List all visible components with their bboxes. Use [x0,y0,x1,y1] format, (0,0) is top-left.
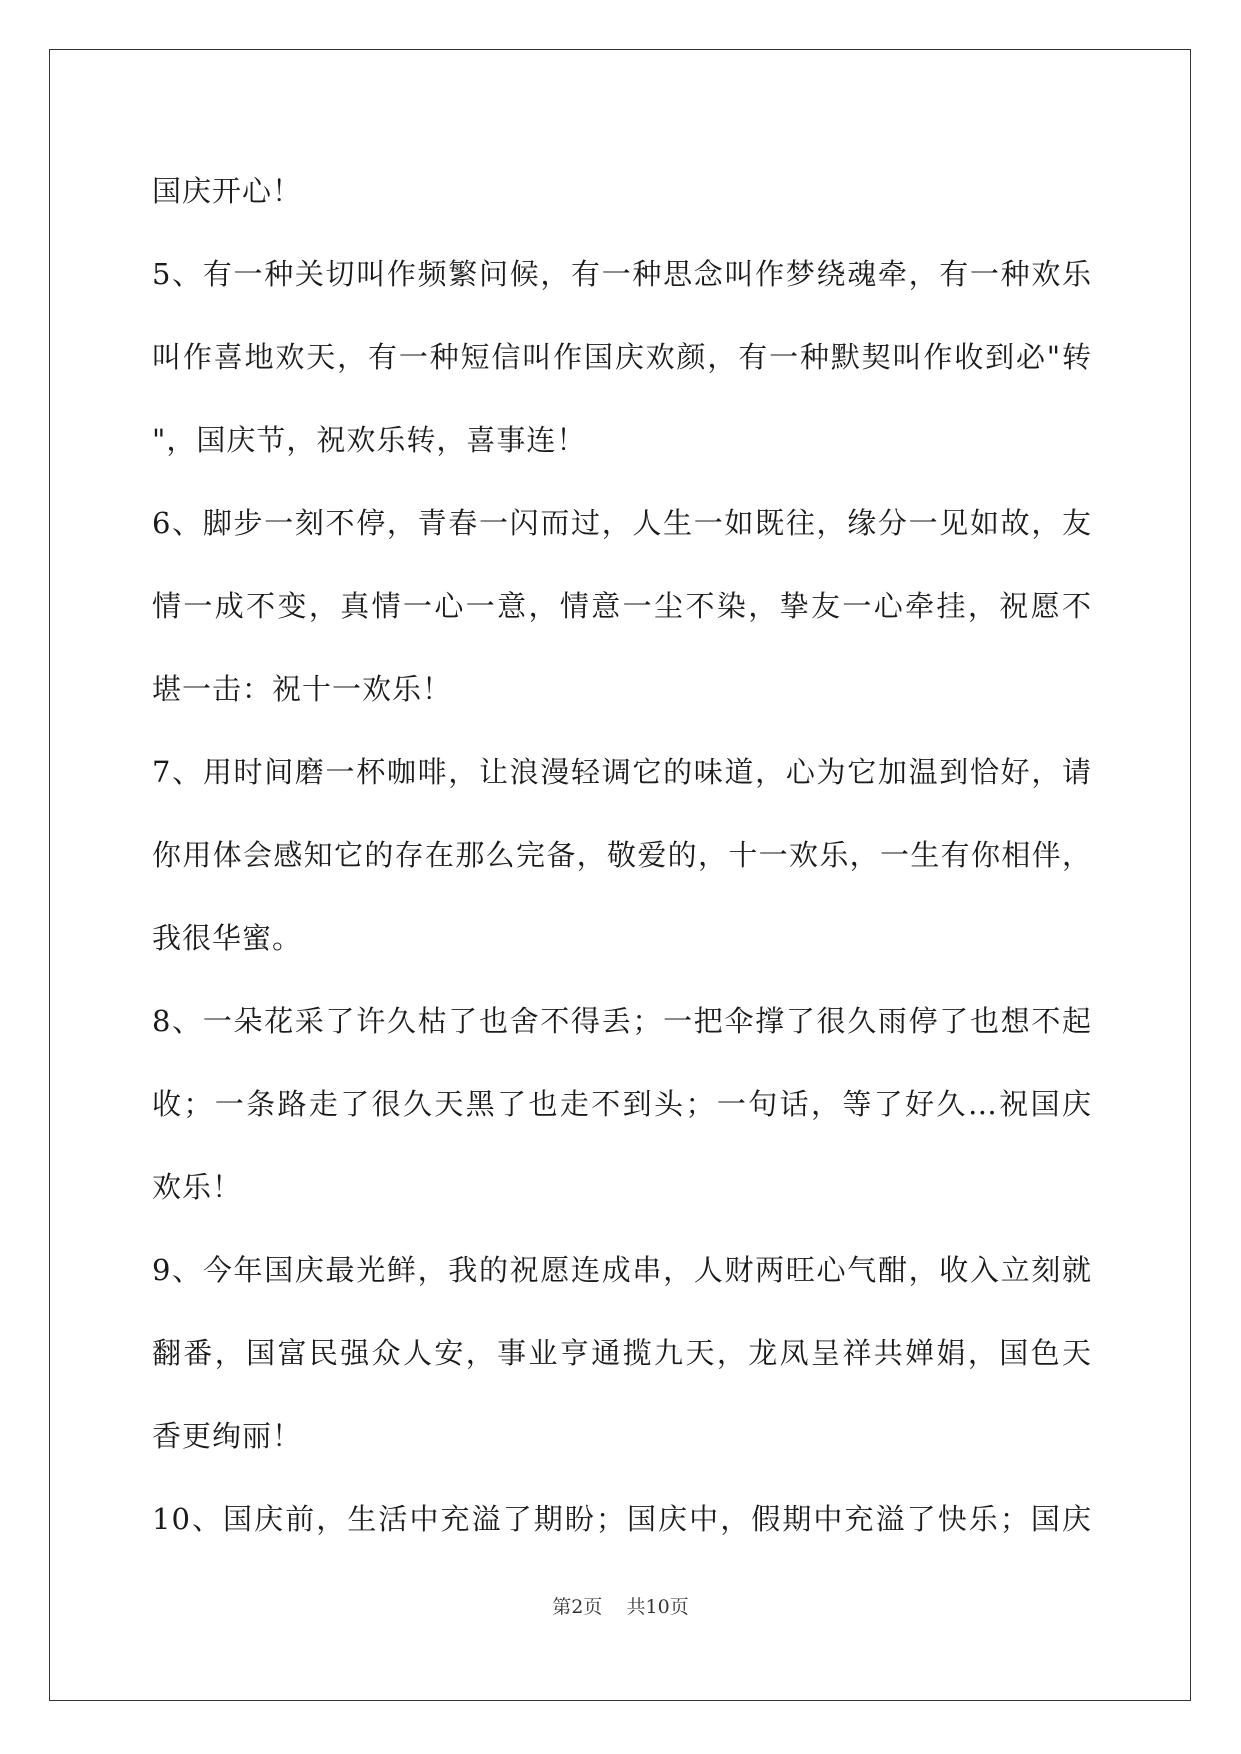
text-line: 7、用时间磨一杯咖啡，让浪漫轻调它的味道，心为它加温到恰好，请 [152,755,1092,789]
text-line: 欢乐！ [152,1170,243,1204]
text-line: 9、今年国庆最光鲜，我的祝愿连成串，人财两旺心气酣，收入立刻就 [152,1253,1092,1287]
text-line: 6、脚步一刻不停，青春一闪而过，人生一如既往，缘分一见如故，友 [152,506,1092,540]
text-line: "，国庆节，祝欢乐转，喜事连！ [152,423,587,457]
text-line: 你用体会感知它的存在那么完备，敬爱的，十一欢乐，一生有你相伴， [152,838,1092,872]
page-number: 第2页 [552,1596,603,1618]
text-line: 5、有一种关切叫作频繁问候，有一种思念叫作梦绕魂牵，有一种欢乐 [152,257,1092,291]
text-line: 国庆开心！ [152,174,303,208]
text-line: 情一成不变，真情一心一意，情意一尘不染，挚友一心牵挂，祝愿不 [152,589,1092,623]
page-total: 共10页 [626,1596,689,1618]
text-line: 收；一条路走了很久天黑了也走不到头；一句话，等了好久…祝国庆 [152,1087,1092,1121]
text-line: 翻番，国富民强众人安，事业亨通揽九天，龙凤呈祥共婵娟，国色天 [152,1336,1092,1370]
text-line: 堪一击：祝十一欢乐！ [152,672,453,706]
text-line: 10、国庆前，生活中充溢了期盼；国庆中，假期中充溢了快乐；国庆 [152,1502,1092,1536]
text-line: 香更绚丽！ [152,1419,303,1453]
page-footer [0,1592,1241,1619]
text-line: 叫作喜地欢天，有一种短信叫作国庆欢颜，有一种默契叫作收到必"转 [152,340,1092,374]
text-line: 8、一朵花采了许久枯了也舍不得丢；一把伞撑了很久雨停了也想不起 [152,1004,1092,1038]
text-line: 我很华蜜。 [152,921,303,955]
document-body [152,150,1092,1561]
